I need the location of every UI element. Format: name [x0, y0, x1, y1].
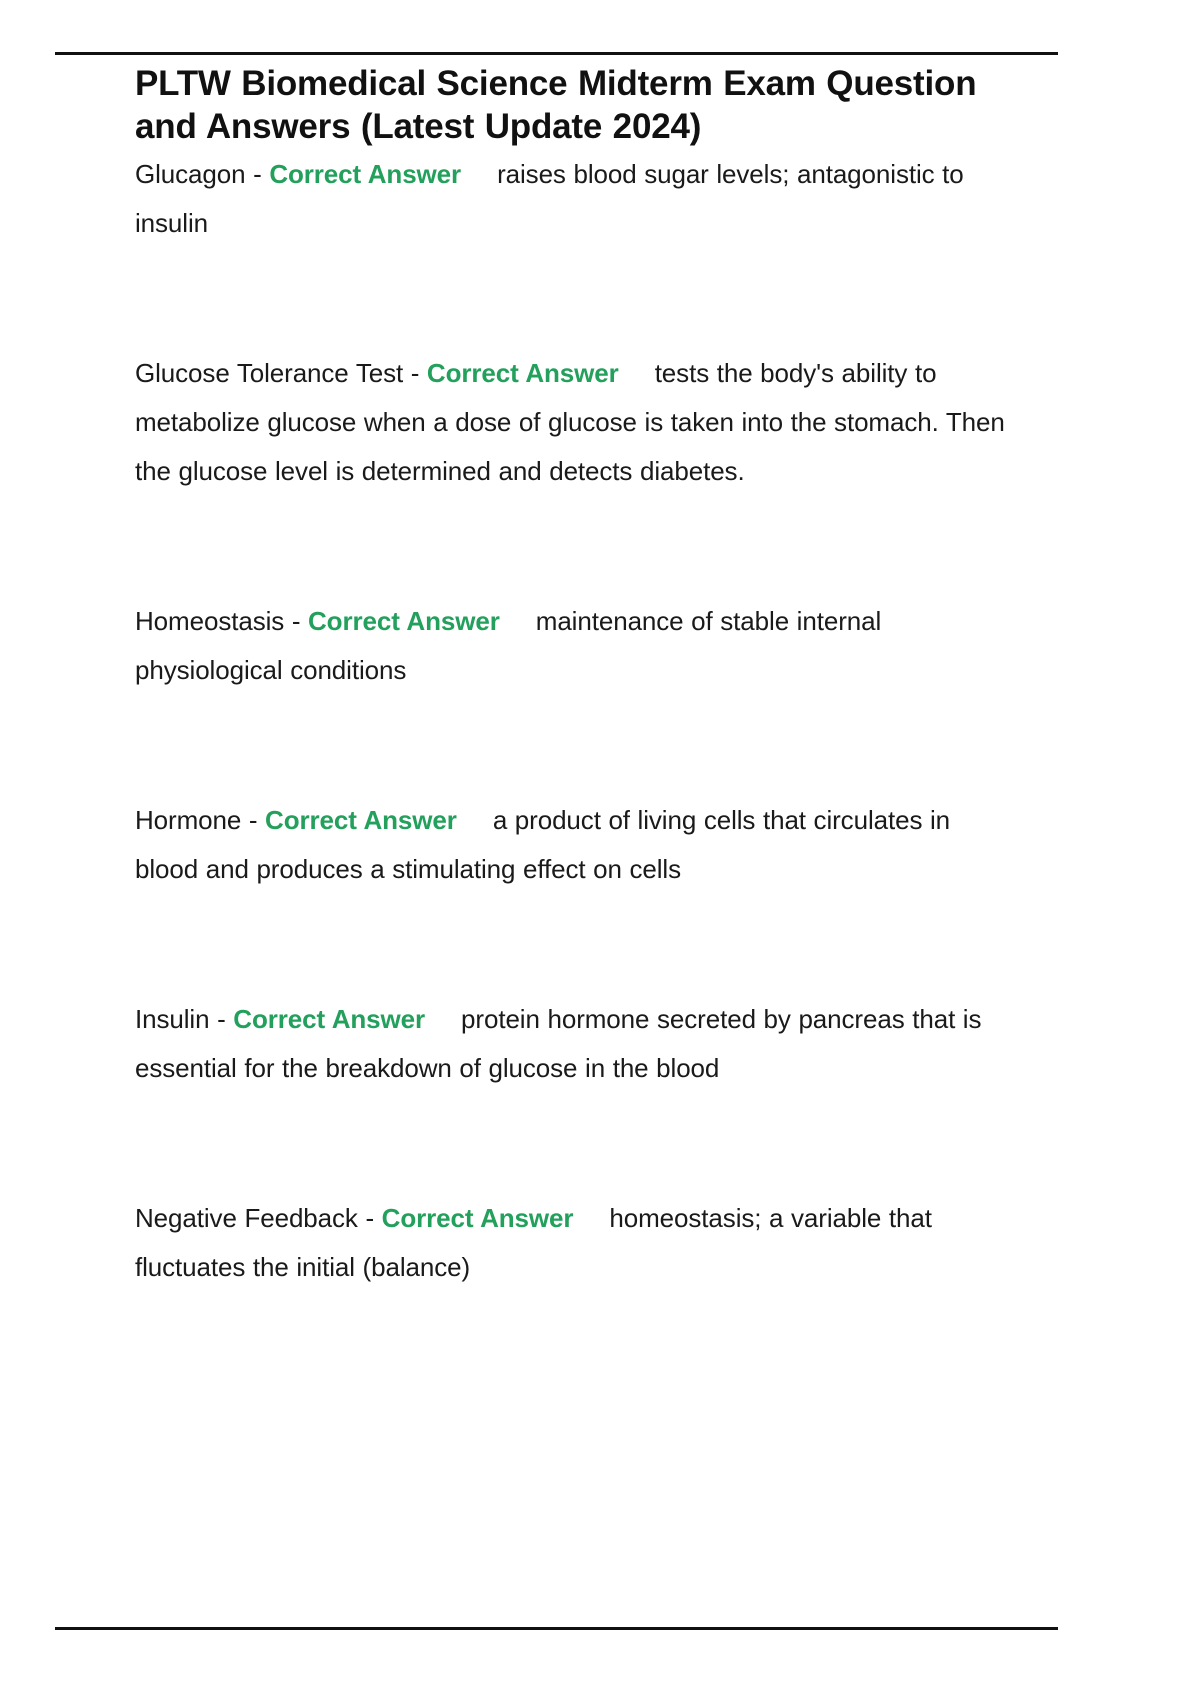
correct-answer-label: Correct Answer [269, 159, 462, 189]
qa-entry [135, 1194, 1010, 1292]
qa-entry [135, 597, 1010, 695]
qa-term: Glucagon [135, 159, 246, 189]
qa-entry [135, 150, 1010, 248]
correct-answer-label: Correct Answer [233, 1004, 426, 1034]
qa-separator: - [410, 358, 420, 388]
qa-definition: a product of living cells that circulates in blood and produces a stimulating effect on cells [135, 805, 951, 884]
correct-answer-label: Correct Answer [308, 606, 500, 636]
qa-entry-list [135, 150, 1010, 1292]
correct-answer-label: Correct Answer [426, 358, 619, 388]
page-title: PLTW Biomedical Science Midterm Exam Question and Answers (Latest Update 2024) [135, 64, 977, 146]
qa-separator: - [248, 805, 258, 835]
document-content [135, 62, 1010, 1292]
qa-definition: homeostasis; a variable that fluctuates the initial (balance) [135, 1203, 932, 1282]
qa-definition: tests the body's ability to metabolize glucose when a dose of glucose is taken into the stomach. Then the glucose level is determined and detects diabetes. [135, 358, 1005, 486]
correct-answer-label: Correct Answer [265, 805, 457, 835]
qa-term: Hormone [135, 805, 242, 835]
qa-separator: - [253, 159, 262, 189]
qa-term: Glucose Tolerance Test [135, 358, 404, 388]
qa-term: Insulin [135, 1004, 210, 1034]
qa-entry [135, 995, 1010, 1093]
qa-term: Homeostasis [135, 606, 285, 636]
qa-definition: protein hormone secreted by pancreas that is essential for the breakdown of glucose in the blood [135, 1004, 982, 1083]
qa-definition: raises blood sugar levels; antagonistic to insulin [135, 159, 964, 238]
qa-separator: - [217, 1004, 226, 1034]
qa-entry [135, 349, 1010, 496]
page-top-divider [55, 52, 1058, 55]
qa-definition: maintenance of stable internal physiological conditions [135, 606, 882, 685]
qa-term: Negative Feedback [135, 1203, 358, 1233]
qa-separator: - [291, 606, 301, 636]
qa-entry [135, 796, 1010, 894]
page-bottom-divider [55, 1627, 1058, 1630]
qa-separator: - [365, 1203, 375, 1233]
correct-answer-label: Correct Answer [381, 1203, 574, 1233]
